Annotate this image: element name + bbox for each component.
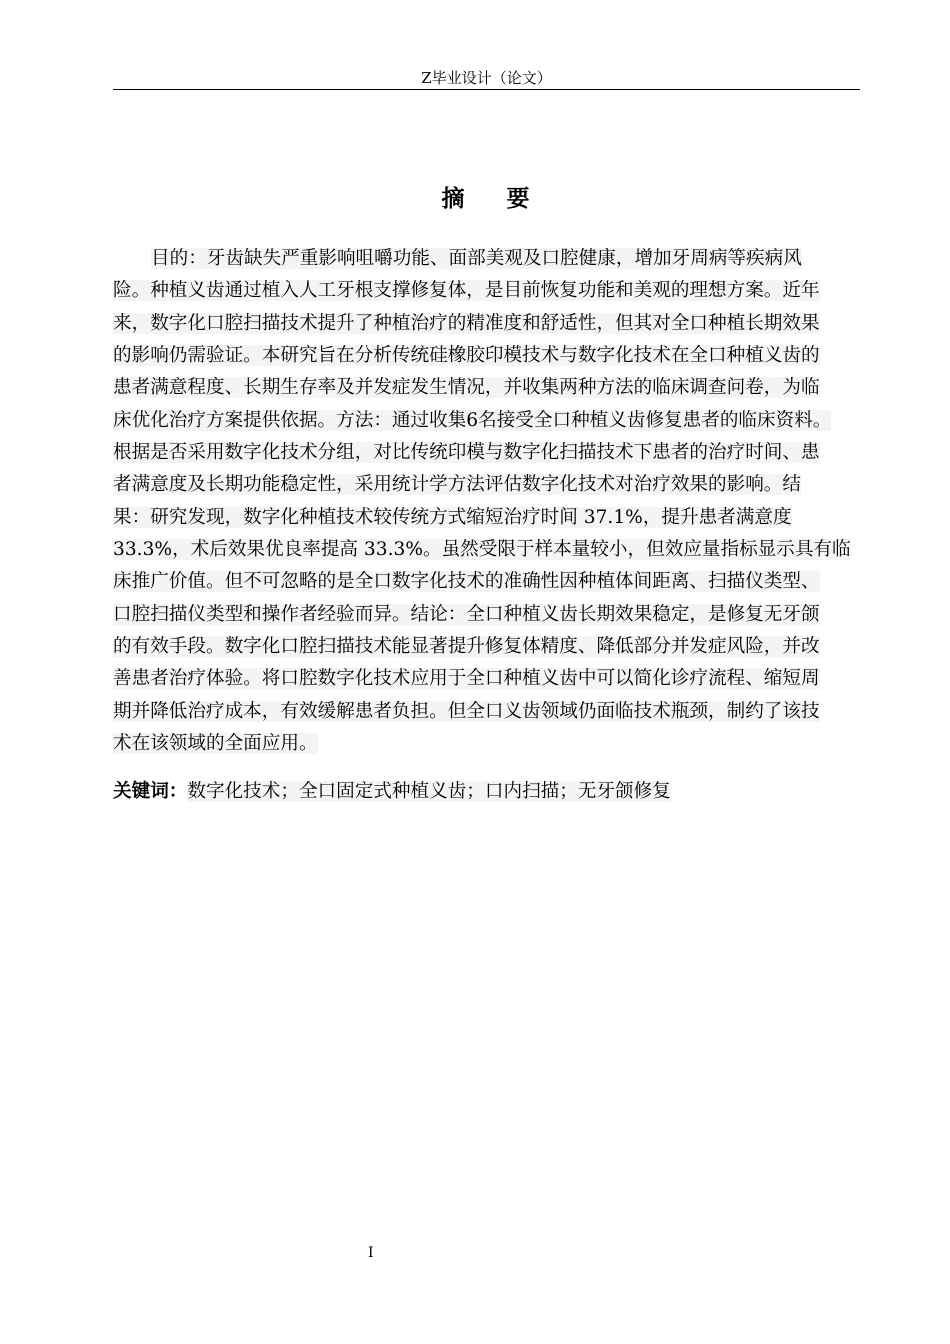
abstract-line xyxy=(113,340,873,372)
abstract-line xyxy=(113,243,873,275)
keywords-value: 数字化技术；全口固定式种植义齿；口内扫描；无牙颌修复 xyxy=(187,781,671,802)
abstract-line-text: 床优化治疗方案提供依据。方法：通过收集6名接受全口种植义齿修复患者的临床资料。 xyxy=(113,409,832,431)
abstract-line-text: 来，数字化口腔扫描技术提升了种植治疗的精准度和舒适性，但其对全口种植长期效果 xyxy=(113,312,820,334)
abstract-line-text: 目的：牙齿缺失严重影响咀嚼功能、面部美观及口腔健康，增加牙周病等疾病风 xyxy=(151,248,802,269)
abstract-line xyxy=(113,631,873,663)
abstract-line-text: 口腔扫描仪类型和操作者经验而异。结论：全口种植义齿长期效果稳定，是修复无牙颌 xyxy=(113,603,820,625)
abstract-line xyxy=(113,566,873,598)
abstract-line-text: 患者满意程度、长期生存率及并发症发生情况，并收集两种方法的临床调查问卷，为临 xyxy=(113,377,820,399)
abstract-line xyxy=(113,372,873,404)
abstract-line xyxy=(113,469,873,501)
abstract-body xyxy=(113,243,873,761)
abstract-line-text: 的影响仍需验证。本研究旨在分析传统硅橡胶印模技术与数字化技术在全口种植义齿的 xyxy=(113,345,820,367)
abstract-line-text: 期并降低治疗成本，有效缓解患者负担。但全口义齿领域仍面临技术瓶颈，制约了该技 xyxy=(113,700,820,722)
abstract-line xyxy=(113,437,873,469)
abstract-line-text: 床推广价值。但不可忽略的是全口数字化技术的准确性因种植体间距离、扫描仪类型、 xyxy=(113,571,820,593)
abstract-line-text: 术在该领域的全面应用。 xyxy=(113,733,318,755)
keywords-label: 关键词： xyxy=(113,781,188,802)
abstract-line-text: 者满意度及长期功能稳定性，采用统计学方法评估数字化技术对治疗效果的影响。结 xyxy=(113,474,801,496)
abstract-line xyxy=(113,275,873,307)
abstract-line xyxy=(113,663,873,695)
abstract-line-text: 险。种植义齿通过植入人工牙根支撑修复体，是目前恢复功能和美观的理想方案。近年 xyxy=(113,280,820,302)
keywords xyxy=(113,778,671,806)
running-header: Z毕业设计（论文） xyxy=(421,69,552,87)
abstract-line xyxy=(113,308,873,340)
abstract-line-text: 33.3%，术后效果优良率提高 33.3%。虽然受限于样本量较小，但效应量指标显示具有临 xyxy=(113,539,851,561)
title-part-2: 要 xyxy=(506,186,532,212)
abstract-line xyxy=(113,599,873,631)
page-number: I xyxy=(368,1245,374,1261)
abstract-line-text: 的有效手段。数字化口腔扫描技术能显著提升修复体精度、降低部分并发症风险，并改 xyxy=(113,636,820,658)
abstract-title xyxy=(113,180,860,213)
abstract-line-text: 果：研究发现，数字化种植技术较传统方式缩短治疗时间 37.1%，提升患者满意度 xyxy=(113,506,792,528)
abstract-line xyxy=(113,502,873,534)
abstract-line-text: 根据是否采用数字化技术分组，对比传统印模与数字化扫描技术下患者的治疗时间、患 xyxy=(113,442,820,464)
title-part-1: 摘 xyxy=(441,186,467,212)
header-rule xyxy=(113,89,860,90)
abstract-line-text: 善患者治疗体验。将口腔数字化技术应用于全口种植义齿中可以简化诊疗流程、缩短周 xyxy=(113,668,820,690)
abstract-line xyxy=(113,728,873,760)
abstract-line xyxy=(113,696,873,728)
abstract-line xyxy=(113,534,873,566)
abstract-line xyxy=(113,405,873,437)
